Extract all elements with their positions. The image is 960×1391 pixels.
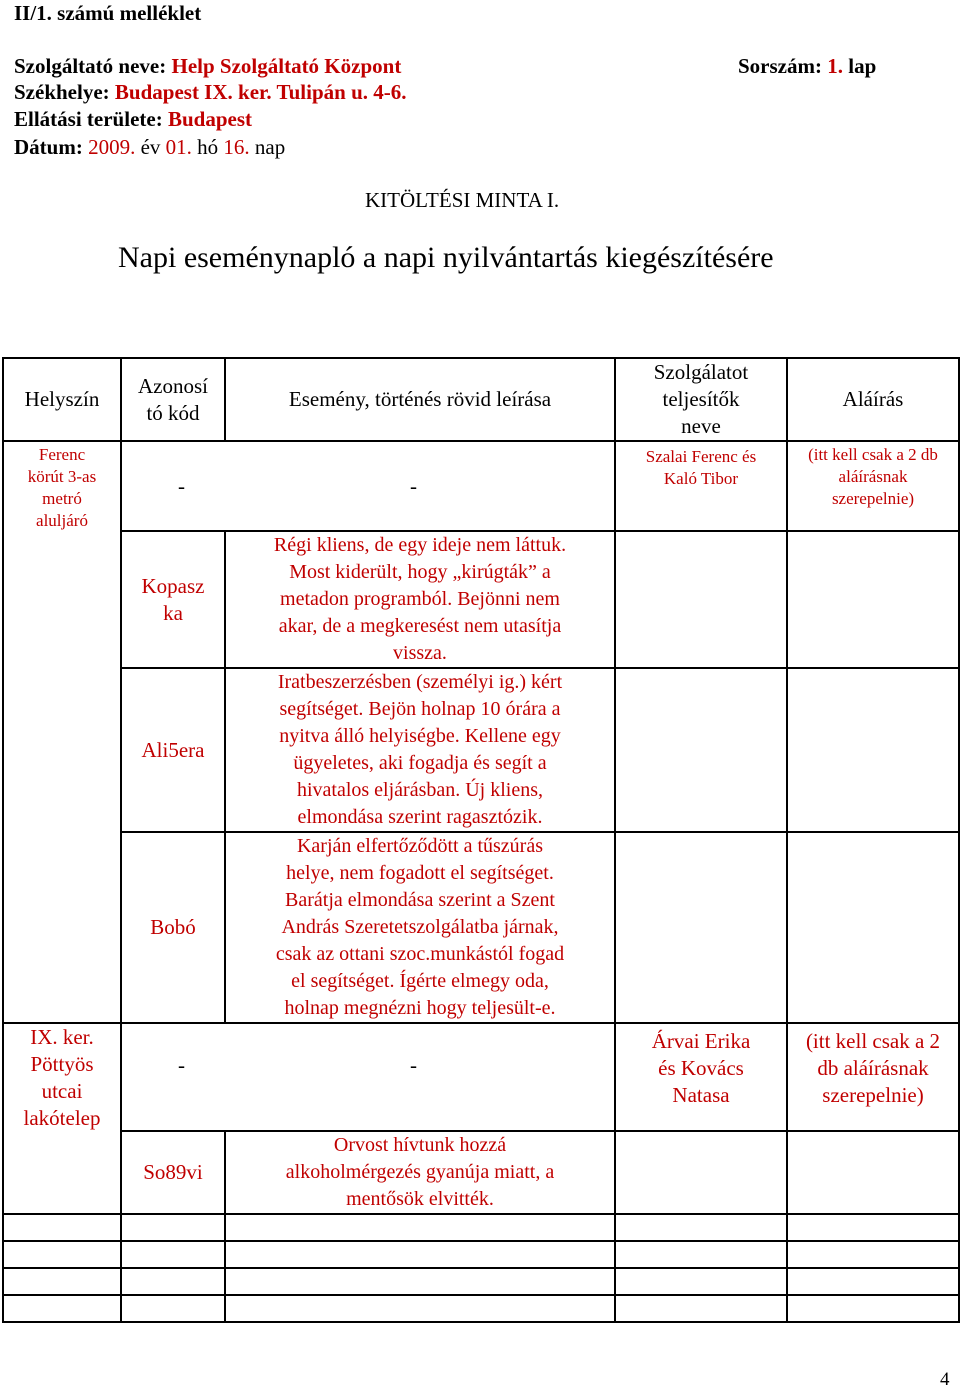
event-line: nyitva álló helyiségbe. Kellene egy (279, 725, 561, 747)
provider-area-value: Budapest (167, 107, 252, 131)
signature-cell (787, 1023, 959, 1131)
empty-row (3, 1295, 959, 1322)
id-line: Ali5era (141, 737, 205, 762)
header-staff (615, 358, 787, 441)
date-day-label: nap (254, 135, 286, 159)
event-cell (225, 1131, 615, 1214)
id-cell (121, 832, 225, 1023)
staff-cell (615, 1023, 787, 1131)
event-log-table (2, 357, 960, 1323)
main-title: Napi eseménynapló a napi nyilvántartás kiegészítésére (118, 241, 774, 274)
id-cell: - (121, 441, 225, 531)
serial-value: 1. (827, 54, 843, 78)
id-line: Bobó (150, 915, 196, 939)
empty-row (3, 1214, 959, 1241)
provider-name-label: Szolgáltató neve: (14, 54, 167, 78)
location-line: lakótelep (23, 1106, 101, 1130)
staff-cell (615, 1131, 787, 1214)
event-line: ügyeletes, aki fogadja és segít a (293, 752, 547, 774)
header-staff-line: Szolgálatot (653, 360, 749, 384)
event-line: akar, de a megkeresést nem utasítja (278, 615, 562, 637)
provider-name-line (14, 53, 401, 79)
location-line: metró (42, 489, 82, 508)
event-line: Barátja elmondása szerint a Szent (285, 889, 555, 911)
signature-cell (787, 531, 959, 668)
event-cell: - (225, 1023, 615, 1131)
date-label: Dátum: (14, 135, 83, 159)
id-cell (121, 1131, 225, 1214)
staff-line: Natasa (672, 1083, 730, 1107)
event-line: hivatalos eljárásban. Új kliens, (296, 779, 544, 801)
serial-line (738, 53, 876, 79)
date-day: 16. (223, 135, 250, 159)
staff-line: Szalai Ferenc és (645, 447, 757, 466)
event-line: alkoholmérgezés gyanúja miatt, a (285, 1161, 555, 1183)
page-number: 4 (940, 1369, 950, 1390)
header-signature: Aláírás (787, 358, 959, 441)
signature-cell (787, 1131, 959, 1214)
date-year: 2009. (88, 135, 136, 159)
provider-seat-value: Budapest IX. ker. Tulipán u. 4-6. (114, 80, 407, 104)
signature-line: (itt kell csak a 2 db (808, 445, 938, 464)
signature-line: aláírásnak (838, 467, 908, 486)
event-cell (225, 668, 615, 832)
event-line: el segítséget. Ígérte elmegy oda, (291, 970, 549, 992)
header-staff-line: teljesítők (662, 387, 740, 411)
id-line: So89vi (143, 1160, 203, 1184)
date-line (14, 134, 285, 160)
empty-row (3, 1241, 959, 1268)
header-event: Esemény, történés rövid leírása (225, 358, 615, 441)
location-line: aluljáró (36, 511, 88, 530)
header-location: Helyszín (3, 358, 121, 441)
event-line: elmondása szerint ragasztózik. (297, 806, 543, 828)
signature-line: szerepelnie) (822, 1083, 924, 1107)
id-cell (121, 668, 225, 832)
signature-cell (787, 441, 959, 531)
event-cell (225, 832, 615, 1023)
event-cell (225, 531, 615, 668)
provider-area-label: Ellátási területe: (14, 107, 163, 131)
event-line: Orvost hívtunk hozzá (333, 1134, 507, 1156)
date-month: 01. (165, 135, 192, 159)
provider-name-value: Help Szolgáltató Központ (171, 54, 402, 78)
event-line: metadon programból. Bejönni nem (280, 588, 560, 610)
signature-line: db aláírásnak (817, 1056, 929, 1080)
event-line: vissza. (393, 642, 447, 664)
event-line: Most kiderült, hogy „kirúgták” a (289, 561, 551, 583)
date-month-label: hó (197, 135, 219, 159)
header-staff-line: neve (681, 414, 721, 438)
location-line: Ferenc (38, 445, 86, 464)
signature-line: (itt kell csak a 2 (805, 1029, 941, 1053)
staff-cell (615, 832, 787, 1023)
date-year-label: év (140, 135, 161, 159)
event-line: csak az ottani szoc.munkástól fogad (275, 943, 565, 965)
header-id-code-line: tó kód (146, 400, 200, 425)
event-line: Régi kliens, de egy ideje nem láttuk. (273, 534, 567, 556)
empty-row (3, 1268, 959, 1295)
header-id-code-line: Azonosí (138, 373, 208, 398)
event-line: helye, nem fogadott el segítséget. (286, 862, 554, 884)
table-row (3, 1023, 959, 1131)
staff-cell (615, 441, 787, 531)
id-line: Kopasz (141, 573, 205, 598)
header-id-code (121, 358, 225, 441)
staff-line: Árvai Erika (651, 1029, 751, 1053)
serial-suffix: lap (848, 54, 877, 78)
event-line: holnap megnézni hogy teljesült-e. (284, 997, 556, 1019)
table-row (3, 832, 959, 1023)
table-row (3, 531, 959, 668)
id-cell (121, 531, 225, 668)
provider-seat-label: Székhelye: (14, 80, 110, 104)
location-line: körút 3-as (27, 467, 97, 486)
event-line: Iratbeszerzésben (személyi ig.) kért (277, 671, 563, 693)
location-cell (3, 1023, 121, 1214)
id-cell: - (121, 1023, 225, 1131)
location-line: utcai (41, 1079, 83, 1103)
serial-label: Sorszám: (738, 54, 822, 78)
annex-label: II/1. számú melléklet (14, 1, 202, 25)
location-cell (3, 441, 121, 1023)
location-line: IX. ker. (30, 1025, 94, 1049)
location-line: Pöttyös (30, 1052, 94, 1076)
signature-cell (787, 832, 959, 1023)
provider-area-line (14, 106, 252, 132)
event-cell: - (225, 441, 615, 531)
event-line: mentősök elvitték. (346, 1188, 494, 1210)
table-row (3, 441, 959, 531)
event-line: Karján elfertőződött a tűszúrás (296, 835, 543, 857)
event-line: segítséget. Bejön holnap 10 órára a (279, 698, 561, 720)
provider-seat-line (14, 79, 407, 105)
staff-line: és Kovács (658, 1056, 744, 1080)
sample-title: KITÖLTÉSI MINTA I. (365, 188, 560, 212)
staff-cell (615, 531, 787, 668)
staff-line: Kaló Tibor (663, 469, 739, 488)
signature-line: szerepelnie) (831, 489, 915, 508)
signature-cell (787, 668, 959, 832)
table-row (3, 1131, 959, 1214)
table-header-row (3, 358, 959, 441)
id-line: ka (163, 600, 183, 625)
event-line: András Szeretetszolgálatba járnak, (281, 916, 559, 938)
table-row (3, 668, 959, 832)
staff-cell (615, 668, 787, 832)
